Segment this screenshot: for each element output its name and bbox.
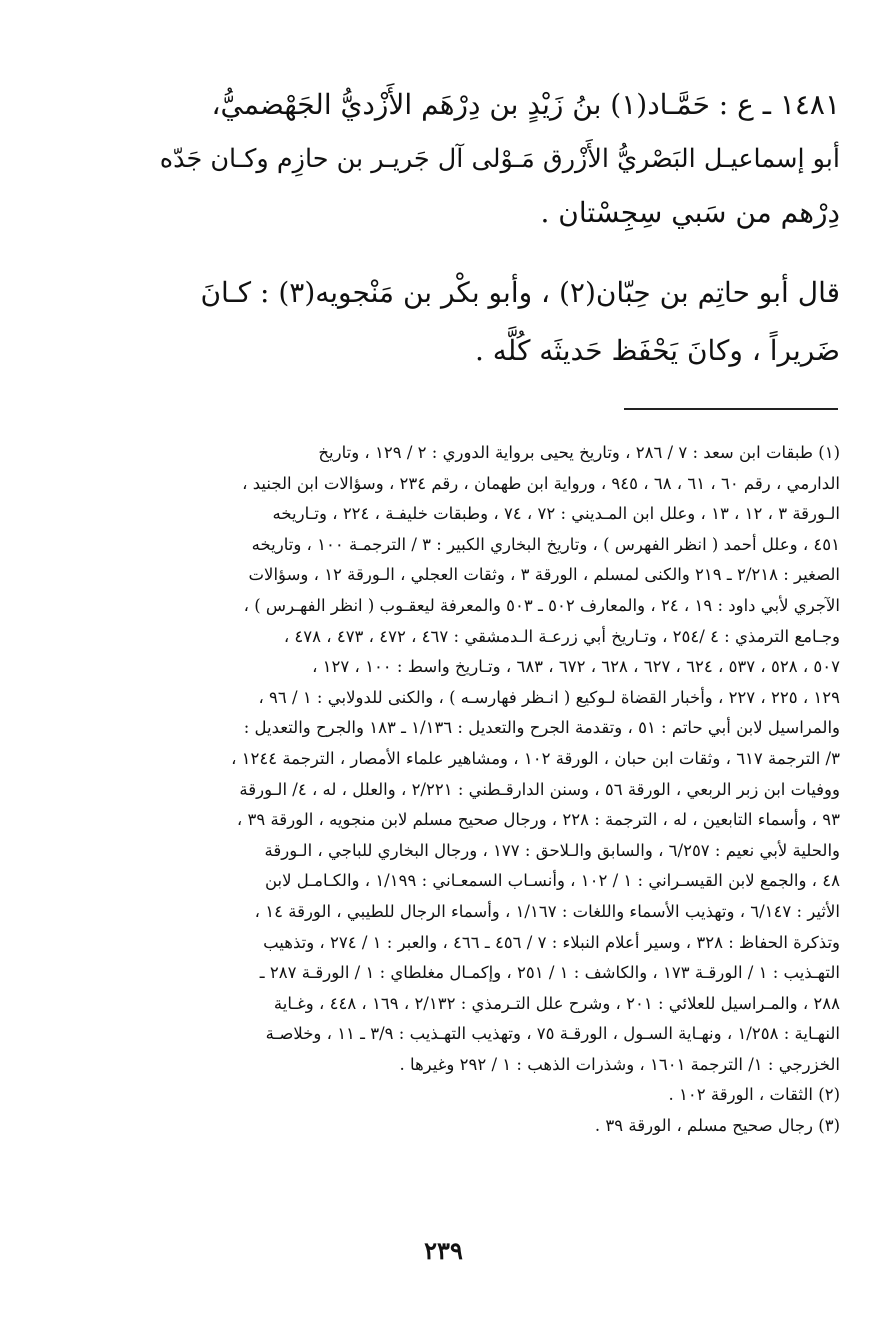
page-number: ٢٣٩	[424, 1236, 463, 1265]
footnote-line: النهـاية : ١/٢٥٨ ، ونهـاية السـول ، الورقـة ٧٥ ، وتهذيب التهـذيب : ٣/٩ ـ ١١ ، وخلاصـة	[265, 1024, 840, 1044]
quote-line-1: قال أبو حاتِم بن حِبّان(٢) ، وأبو بكْر بن مَنْجويه(٣) : كـانَ	[200, 276, 840, 309]
footnote-line: (٢) الثقات ، الورقة ١٠٢ .	[668, 1085, 840, 1105]
footnote-line: الآجري لأبي داود : ١٩ ، ٢٤ ، والمعارف ٥٠٢ ـ ٥٠٣ والمعرفة ليعقـوب ( انظر الفهـرس ) ،	[243, 595, 840, 615]
footnote-separator	[624, 408, 838, 410]
footnote-line: والمراسيل لابن أبي حاتم : ٥١ ، وتقدمة الجرح والتعديل : ١/١٣٦ ـ ١٨٣ والجرح والتعديل :	[243, 718, 840, 738]
footnote-line: الخزرجي : ١/ الترجمة ١٦٠١ ، وشذرات الذهب : ١ / ٢٩٢ وغيرها .	[399, 1054, 840, 1074]
footnote-line: الدارمي ، رقم ٦٠ ، ٦١ ، ٦٨ ، ٩٤٥ ، ورواية ابن طهمان ، رقم ٢٣٤ ، وسؤالات ابن الجنيد ،	[242, 473, 840, 493]
footnote-line: الـورقة ٣ ، ١٢ ، ١٣ ، وعلل ابن المـديني : ٧٢ ، ٧٤ ، وطبقات خليفـة ، ٢٢٤ ، وتـاريخه	[272, 504, 840, 524]
footnote-line: وتذكرة الحفاظ : ٣٢٨ ، وسير أعلام النبلاء : ٧ / ٤٥٦ ـ ٤٦٦ ، والعبر : ١ / ٢٧٤ ، وتذهيب	[263, 932, 840, 952]
footnote-line: التهـذيب : ١ / الورقـة ١٧٣ ، والكاشف : ١ / ٢٥١ ، وإكمـال مغلطاي : ١ / الورقـة ٢٨٧ ـ	[259, 963, 840, 983]
footnote-line: (١) طبقات ابن سعد : ٧ / ٢٨٦ ، وتاريخ يحيى برواية الدوري : ٢ / ١٢٩ ، وتاريخ	[318, 443, 840, 462]
footnote-line: ٣/ الترجمة ٦١٧ ، وثقات ابن حبان ، الورقة ١٠٢ ، ومشاهير علماء الأمصار ، الترجمة ١٢٤٤ ،	[231, 748, 840, 768]
footnote-line: ٥٠٧ ، ٥٢٨ ، ٥٣٧ ، ٦٢٤ ، ٦٢٧ ، ٦٢٨ ، ٦٧٢ ، ٦٨٣ ، وتـاريخ واسط : ١٠٠ ، ١٢٧ ،	[312, 657, 840, 677]
footnote-line: ووفيات ابن زبر الربعي ، الورقة ٥٦ ، وسنن الدارقـطني : ٢/٢٢١ ، والعلل ، له ، ٤/ الـورقة	[239, 779, 840, 799]
footnote-line: ٤٨ ، والجمع لابن القيسـراني : ١ / ١٠٢ ، وأنسـاب السمعـاني : ١/١٩٩ ، والكـامـل لابن	[264, 871, 840, 891]
footnote-line: الصغير : ٢/٢١٨ ـ ٢١٩ والكنى لمسلم ، الورقة ٣ ، وثقات العجلي ، الـورقة ١٢ ، وسؤالات	[248, 565, 840, 585]
footnote-line: ٤٥١ ، وعلل أحمد ( انظر الفهرس ) ، وتاريخ البخاري الكبير : ٣ / الترجمـة ١٠٠ ، وتاريخه	[251, 534, 840, 554]
footnote-line: والحلية لأبي نعيم : ٦/٢٥٧ ، والسابق والـلاحق : ١٧٧ ، ورجال البخاري للباجي ، الـورقة	[264, 840, 840, 860]
entry-line-2: أبو إسماعيـل البَصْريُّ الأَزْرق مَـوْلى آل جَريـر بن حازِم وكـان جَدّه	[159, 144, 840, 174]
footnote-line: وجـامع الترمذي : ٤ /٢٥٤ ، وتـاريخ أبي زرعـة الـدمشقي : ٤٦٧ ، ٤٧٢ ، ٤٧٣ ، ٤٧٨ ،	[283, 626, 840, 646]
footnote-line: ٩٣ ، وأسماء التابعين ، له ، الترجمة : ٢٢٨ ، ورجال صحيح مسلم لابن منجويه ، الورقة ٣٩ ،	[236, 810, 840, 830]
entry-line-3: دِرْهم من سَبي سِجِسْتان .	[540, 196, 840, 229]
entry-line-1: ١٤٨١ ـ ع : حَمَّـاد(١) بنُ زَيْدٍ بن دِرْهَم الأَزْديُّ الجَهْضميُّ،	[211, 88, 840, 121]
footnote-line: ٢٨٨ ، والمـراسيل للعلائي : ٢٠١ ، وشرح علل التـرمذي : ٢/١٣٢ ، ١٦٩ ، ٤٤٨ ، وغـاية	[273, 993, 840, 1013]
footnote-line: (٣) رجال صحيح مسلم ، الورقة ٣٩ .	[594, 1116, 840, 1136]
biography-entry	[150, 78, 840, 240]
footnote-line: ١٢٩ ، ٢٢٥ ، ٢٢٧ ، وأخبار القضاة لـوكيع ( انـظر فهارسـه ) ، والكنى للدولابي : ١ / ٩٦ ،	[258, 687, 840, 707]
quote-paragraph	[150, 264, 840, 380]
footnotes	[150, 438, 840, 1142]
footnote-line: الأثير : ٦/١٤٧ ، وتهذيب الأسماء واللغات : ١/١٦٧ ، وأسماء الرجال للطيبي ، الورقة ١٤ ،	[254, 901, 840, 921]
quote-line-2: ضَريراً ، وكانَ يَحْفَظ حَديثَه كُلَّه .	[474, 334, 840, 367]
